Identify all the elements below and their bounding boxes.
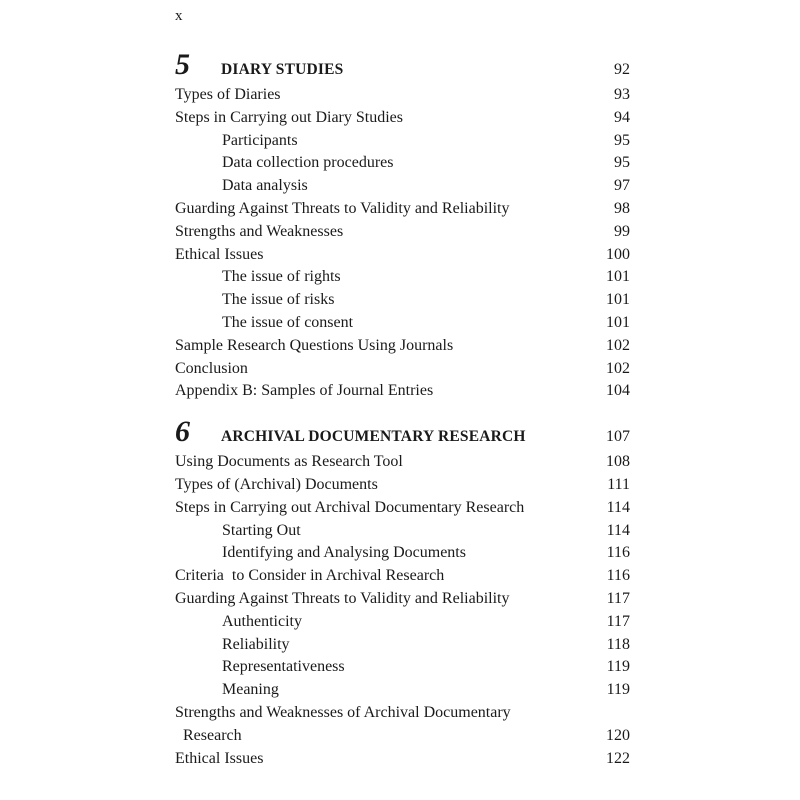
entry-label: Ethical Issues — [175, 245, 264, 263]
toc-subentry[interactable] — [175, 175, 630, 198]
toc-entry[interactable] — [175, 588, 630, 611]
chapter-title: ARCHIVAL DOCUMENTARY RESEARCH — [221, 428, 526, 446]
entry-label-continued: Research — [183, 726, 242, 744]
toc-entry[interactable] — [175, 497, 630, 520]
entry-label: Criteria to Consider in Archival Research — [175, 567, 445, 585]
entry-page: 114 — [606, 521, 630, 539]
toc-subentry[interactable] — [175, 520, 630, 543]
toc-subentry[interactable] — [175, 611, 630, 634]
entry-label: Guarding Against Threats to Validity and Reliability — [175, 589, 510, 607]
entry-label: Identifying and Analysing Documents — [222, 544, 466, 562]
entry-label: The issue of consent — [222, 313, 354, 331]
toc-entry[interactable] — [175, 221, 630, 244]
entry-label: Data collection procedures — [222, 154, 394, 172]
entry-page: 108 — [606, 453, 630, 471]
entry-label: Meaning — [222, 681, 279, 699]
entry-label: Sample Research Questions Using Journals — [175, 336, 454, 354]
entry-page: 116 — [606, 567, 630, 585]
toc-entry[interactable] — [175, 380, 630, 403]
toc-subentry[interactable] — [175, 130, 630, 153]
entry-page: 118 — [606, 635, 630, 653]
entry-page: 122 — [606, 749, 630, 767]
entry-label: Participants — [222, 131, 298, 149]
chapter-title: DIARY STUDIES — [221, 61, 344, 78]
entry-page: 100 — [606, 245, 630, 263]
entry-label: The issue of rights — [222, 268, 341, 286]
entry-page: 102 — [606, 359, 630, 377]
chapter-page: 92 — [614, 61, 630, 78]
toc-subentry[interactable] — [175, 656, 630, 679]
entry-page: 97 — [614, 177, 630, 195]
chapter-number: 5 — [175, 48, 190, 81]
toc-subentry[interactable] — [175, 634, 630, 657]
entry-label: Starting Out — [222, 521, 301, 539]
toc-entry[interactable] — [175, 335, 630, 358]
toc-entry-wrapped[interactable] — [175, 702, 630, 748]
entry-page: 119 — [606, 658, 630, 676]
toc-subentry[interactable] — [175, 542, 630, 565]
entry-label: Authenticity — [222, 612, 302, 630]
toc-entry[interactable] — [175, 84, 630, 107]
toc-entry[interactable] — [175, 565, 630, 588]
entry-label: Steps in Carrying out Archival Documentary Research — [175, 498, 525, 516]
entry-page: 93 — [614, 86, 630, 103]
entry-page: 117 — [606, 612, 630, 630]
entry-page: 101 — [606, 268, 630, 286]
toc-subentry[interactable] — [175, 679, 630, 702]
chapter-6-heading[interactable] — [175, 417, 630, 451]
entry-page: 94 — [614, 108, 630, 126]
entry-page: 102 — [606, 336, 630, 354]
table-of-contents — [175, 50, 630, 770]
entry-page: 101 — [606, 291, 630, 309]
entry-label: Ethical Issues — [175, 749, 264, 767]
entry-label: Types of (Archival) Documents — [175, 475, 378, 493]
entry-label: The issue of risks — [222, 291, 335, 309]
entry-page: 117 — [606, 589, 630, 607]
entry-page: 111 — [607, 475, 630, 493]
entry-page: 116 — [606, 544, 630, 562]
entry-page: 104 — [606, 382, 630, 400]
toc-entry[interactable] — [175, 474, 630, 497]
toc-entry[interactable] — [175, 198, 630, 221]
toc-entry[interactable] — [175, 451, 630, 474]
chapter-number: 6 — [175, 415, 190, 449]
entry-label: Steps in Carrying out Diary Studies — [175, 108, 403, 126]
chapter-page: 107 — [606, 428, 630, 446]
toc-entry[interactable] — [175, 358, 630, 381]
chapter-5-heading[interactable] — [175, 50, 630, 84]
toc-subentry[interactable] — [175, 152, 630, 175]
entry-label: Conclusion — [175, 359, 248, 377]
entry-label: Strengths and Weaknesses — [175, 222, 344, 240]
entry-page: 119 — [606, 681, 630, 699]
entry-page: 98 — [614, 199, 630, 217]
page-number: x — [175, 8, 183, 24]
entry-label: Types of Diaries — [175, 86, 281, 103]
entry-label: Data analysis — [222, 177, 308, 195]
entry-label: Strengths and Weaknesses of Archival Documentary — [175, 703, 511, 721]
entry-page: 95 — [614, 154, 630, 172]
toc-entry[interactable] — [175, 107, 630, 130]
toc-subentry[interactable] — [175, 266, 630, 289]
toc-subentry[interactable] — [175, 312, 630, 335]
entry-page: 120 — [606, 726, 630, 744]
toc-subentry[interactable] — [175, 289, 630, 312]
toc-entry[interactable] — [175, 748, 630, 771]
entry-label: Representativeness — [222, 658, 345, 676]
entry-label: Reliability — [222, 635, 290, 653]
toc-entry[interactable] — [175, 244, 630, 267]
entry-page: 114 — [606, 498, 630, 516]
entry-label: Guarding Against Threats to Validity and Reliability — [175, 199, 510, 217]
entry-page: 95 — [614, 131, 630, 149]
entry-page: 99 — [614, 222, 630, 240]
entry-label: Appendix B: Samples of Journal Entries — [175, 382, 434, 400]
entry-label: Using Documents as Research Tool — [175, 453, 403, 471]
entry-continuation — [175, 725, 630, 748]
entry-page: 101 — [606, 313, 630, 331]
